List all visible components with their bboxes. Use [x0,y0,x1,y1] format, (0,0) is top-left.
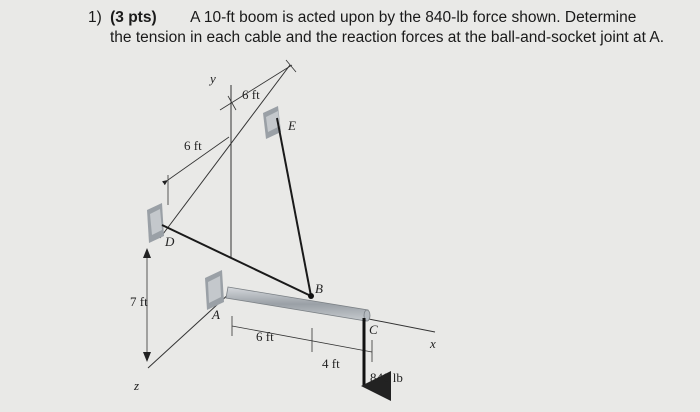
axis-label-y: y [210,71,216,86]
boom [226,287,368,321]
dim-arrow-7ft-bottom [143,352,151,362]
point-label-e: E [288,118,296,133]
cable-be [277,118,311,296]
dim-tick-top-2 [286,60,296,72]
dim-label-7ft: 7 ft [130,294,148,309]
point-label-b: B [315,281,323,296]
axis-label-x: x [430,336,436,351]
dim-label-boom-6ft: 6 ft [256,329,274,344]
bracket-a [205,270,224,310]
cable-bd [162,225,311,296]
dim-arrow-7ft-top [143,248,151,258]
problem-text-2: the tension in each cable and the reaction forces at the ball-and-socket joint at A. [110,29,665,46]
problem-points: (3 pts) [110,9,157,26]
problem-number: 1) [88,9,102,26]
dim-line-boom [232,326,372,352]
wall-construction-line [160,65,290,238]
axis-label-z: z [134,378,140,393]
point-label-a: A [212,307,220,322]
dim-label-left-6ft: 6 ft [184,138,202,153]
dim-tick-top-1 [228,96,236,110]
problem-text-1: A 10-ft boom is acted upon by the 840-lb force shown. Determine [190,9,637,26]
dim-label-boom-4ft: 4 ft [322,356,340,371]
bracket-d [147,203,164,243]
point-b-dot [308,293,314,299]
point-label-d: D [165,234,175,249]
point-label-c: C [369,322,378,337]
dim-label-top-6ft: 6 ft [242,87,260,102]
force-label: 840 lb [370,370,403,385]
